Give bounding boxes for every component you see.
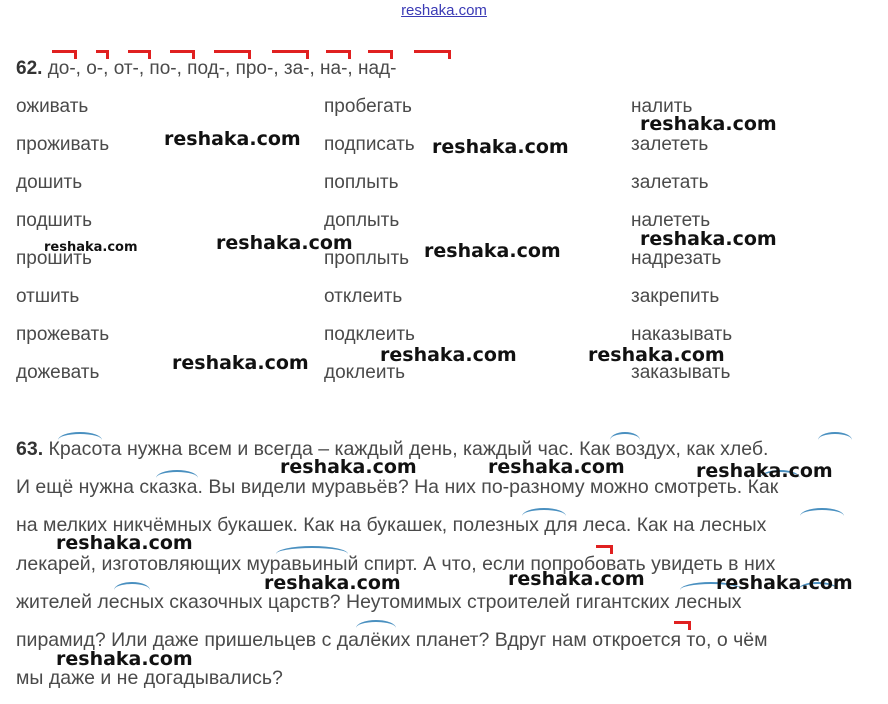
watermark: reshaka.com [216,232,353,254]
word: налететь [631,210,711,231]
word: залетать [631,172,709,193]
watermark: reshaka.com [172,352,309,374]
watermark: reshaka.com [508,568,645,590]
text-line: лекарей, изготовляющих муравьиный спирт. А что, если попробовать увидеть в них [16,552,776,575]
watermark: reshaka.com [640,228,777,250]
root-arc [610,432,640,440]
word: дошить [16,172,83,193]
prefix-mark [52,50,77,59]
prefix-mark [214,50,251,59]
watermark: reshaka.com [44,240,138,255]
text-line: пирамид? Или даже пришельцев с далёких планет? Вдруг нам откроется то, о чём [16,628,768,651]
prefix-mark [272,50,309,59]
word: налить [631,96,693,117]
word: доклеить [324,362,406,383]
word: дожевать [16,362,100,383]
watermark: reshaka.com [588,344,725,366]
text-line: жителей лесных сказочных царств? Неутомимых строителей гигантских лесных [16,590,742,613]
watermark: reshaka.com [56,648,193,670]
exercise-62-prefixes: до-, о-, от-, по-, под-, про-, за-, на-, над- [47,58,397,79]
prefix-mark [596,545,613,554]
line-text: Красота нужна всем и всегда – каждый день, каждый час. Как воздух, как хлеб. [48,438,769,460]
word: подшить [16,210,92,231]
word: пробегать [324,96,412,117]
word: доплыть [324,210,400,231]
watermark: reshaka.com [424,240,561,262]
watermark: reshaka.com [696,460,833,482]
root-arc [58,432,102,440]
site-header-link[interactable]: reshaka.com [401,2,487,19]
exercise-62-heading [16,58,396,80]
watermark: reshaka.com [432,136,569,158]
word: отклеить [324,286,403,307]
text-line: И ещё нужна сказка. Вы видели муравьёв? На них по-разному можно смотреть. Как [16,476,779,499]
exercise-63-number: 63. [16,438,44,460]
word: проживать [16,134,110,155]
root-arc [818,432,852,440]
word: подклеить [324,324,415,345]
word: надрезать [631,248,722,269]
word: оживать [16,96,89,117]
watermark: reshaka.com [716,572,853,594]
word: залететь [631,134,709,155]
word: прошить [16,248,92,269]
exercise-62-number: 62. [16,58,43,79]
prefix-mark [368,50,393,59]
watermark: reshaka.com [488,456,625,478]
text-line: мы даже и не догадывались? [16,667,283,690]
watermark: reshaka.com [164,128,301,150]
word: подписать [324,134,415,155]
word: заказывать [631,362,731,383]
watermark: reshaka.com [56,532,193,554]
prefix-mark [128,50,151,59]
prefix-mark [170,50,195,59]
word: проплыть [324,248,410,269]
prefix-mark [674,621,691,630]
watermark: reshaka.com [380,344,517,366]
watermark: reshaka.com [280,456,417,478]
text-line: на мелких никчёмных букашек. Как на букашек, полезных для леса. Как на лесных [16,514,767,537]
watermark: reshaka.com [640,113,777,135]
word: отшить [16,286,80,307]
prefix-mark [414,50,451,59]
prefix-mark [96,50,109,59]
watermark: reshaka.com [264,572,401,594]
word: наказывать [631,324,733,345]
prefix-mark [326,50,351,59]
word: поплыть [324,172,399,193]
word: закрепить [631,286,720,307]
word: прожевать [16,324,110,345]
